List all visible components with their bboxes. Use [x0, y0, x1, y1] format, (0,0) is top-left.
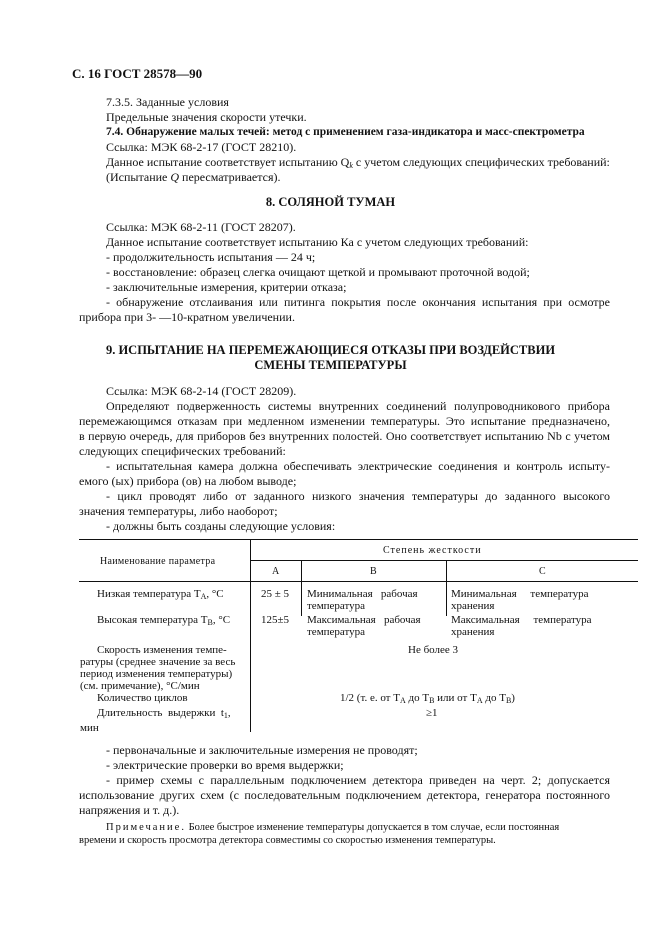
table-row-low-a: 25 ± 5 [261, 588, 290, 600]
table-header-severity: Степень жесткости [383, 545, 482, 556]
page-header: С. 16 ГОСТ 28578—90 [72, 66, 203, 81]
after-item: - пример схемы с параллельным подключением детектора приведен на черт. 2; допускается [106, 773, 610, 787]
table-row-rate-name: Скорость изменения темпе- ратуры (среднее значение за весь период изменения температуры) (см. примечание), °С/мин [80, 644, 236, 692]
section-8-ref: Ссылка: МЭК 68-2-11 (ГОСТ 28207). [106, 220, 296, 234]
table-row-cycles-value: 1/2 (т. е. от $T_A$ до $T_B$ или от $T_A$ до $T_B$) [340, 692, 515, 705]
table-header-a: А [272, 566, 280, 577]
section-9-item-cont: значения температуры, либо наоборот; [79, 504, 278, 518]
table-header-b: В [370, 566, 377, 577]
table-row-low-c: Минимальная температура хранения [451, 588, 589, 612]
section-7-3-5-text: Предельные значения скорости утечки. [106, 110, 307, 124]
table-row-low-b: Минимальная рабочая температура [307, 588, 418, 612]
section-8-item: - восстановление: образец слегка очищают щеткой и промывают проточной водой; [106, 265, 530, 279]
section-8-title: 8. СОЛЯНОЙ ТУМАН [265, 195, 396, 209]
section-9-item: - цикл проводят либо от заданного низкого значения температуры до заданного высокого [106, 489, 610, 503]
section-7-4-ref: Ссылка: МЭК 68-2-17 (ГОСТ 28210). [106, 140, 297, 154]
table-header-c: С [539, 566, 546, 577]
section-9-para-line: следующих специфических требований: [79, 444, 286, 458]
table-row-high-name: Высокая температура $T_B$, °С [97, 614, 231, 627]
section-8-intro: Данное испытание соответствует испытанию Ка с учетом следующих требований: [106, 235, 529, 249]
after-item: - электрические проверки во время выдержки; [106, 758, 344, 772]
section-9-ref: Ссылка: МЭК 68-2-14 (ГОСТ 28209). [106, 384, 297, 398]
section-8-item-cont: прибора при 3- —10-кратном увеличении. [79, 310, 295, 324]
section-9-item-cont: емого (ых) прибора (ов) на любом выводе; [79, 474, 297, 488]
section-9-title-1: 9. ИСПЫТАНИЕ НА ПЕРЕМЕЖАЮЩИЕСЯ ОТКАЗЫ ПРИ ВОЗДЕЙСТВИИ [105, 343, 556, 357]
section-9-item: - должны быть созданы следующие условия: [106, 519, 336, 533]
after-item-cont: напряжения и т. д.). [79, 803, 180, 817]
table-row-low-name: Низкая температура $T_A$, °С [97, 588, 224, 601]
section-7-4-title: 7.4. Обнаружение малых течей: метод с применением газа-индикатора и масс-спектрометра [106, 126, 585, 138]
after-item-cont: использование других схем (с последовательным подключением детектора, генератора постоянного [79, 788, 610, 802]
section-9-title-2: СМЕНЫ ТЕМПЕРАТУРЫ [254, 358, 407, 372]
table-row-dwell-value: ≥1 [426, 707, 438, 719]
section-9-para-line: перемежающимся отказам при медленном изменении температуры. Это испытание предназначено, [79, 414, 610, 428]
section-9-item: - испытательная камера должна обеспечивать электрические соединения и контроль испыту- [106, 459, 610, 473]
table-row-dwell-name: Длительность выдержки $t_1$, мин [80, 707, 231, 734]
table-row-high-a: 125±5 [261, 614, 290, 626]
section-7-3-5-title: 7.3.5. Заданные условия [106, 95, 229, 109]
section-7-4-line1: Данное испытание соответствует испытанию $Q_k$ с учетом следующих специфических требований: [106, 155, 610, 170]
note-line-2: времени и скорость просмотра детектора совместимы со скоростью изменения температуры. [79, 835, 496, 846]
section-8-item: - обнаружение отслаивания или питинга покрытия после окончания испытания при осмотре [106, 295, 610, 309]
table-row-high-c: Максимальная температура хранения [451, 614, 592, 638]
section-8-item: - продолжительность испытания — 24 ч; [106, 250, 316, 264]
section-7-4-line2: (Испытание Q пересматривается). [106, 170, 281, 184]
section-8-item: - заключительные измерения, критерии отказа; [106, 280, 347, 294]
after-item: - первоначальные и заключительные измерения не проводят; [106, 743, 418, 757]
section-9-para-line: в первую очередь, для приборов без внутренних полостей. Оно соответствует испытанию Nb с учетом [79, 429, 610, 443]
note-line-1: Примечание. Более быстрое изменение температуры допускается в том случае, если постоянная [106, 822, 560, 833]
section-9-para-line: Определяют подверженность системы внутренних соединений полупроводникового прибора [106, 399, 610, 413]
table-row-rate-value: Не более 3 [408, 644, 459, 656]
table-row-cycles-name: Количество циклов [97, 692, 188, 704]
table-row-high-b: Максимальная рабочая температура [307, 614, 421, 638]
table-header-param: Наименование параметра [100, 556, 216, 567]
